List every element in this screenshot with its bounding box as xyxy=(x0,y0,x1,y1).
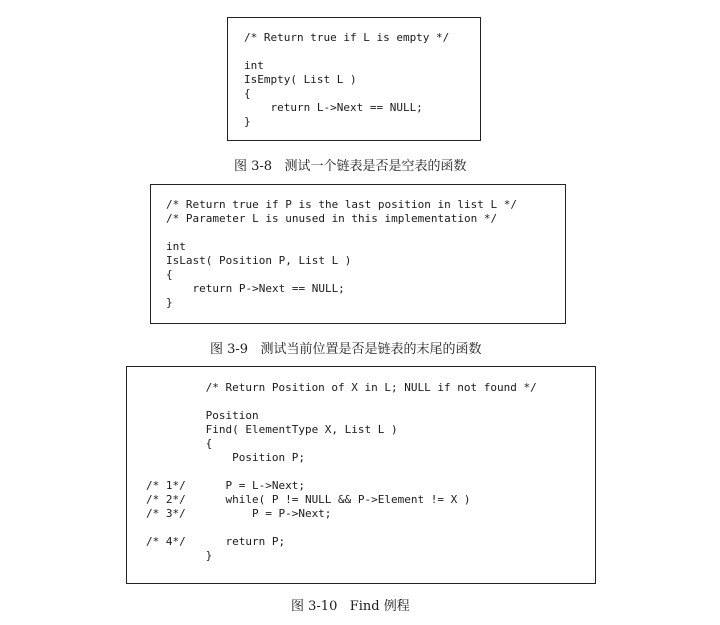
figure-3-9-caption: 图 3-9 测试当前位置是否是链表的末尾的函数 xyxy=(210,342,482,357)
figure-3-8-code: /* Return true if L is empty */ int IsEmpty( List L ) { return L->Next == NULL; } xyxy=(244,31,450,128)
figure-3-10-code: /* Return Position of X in L; NULL if not found */ Position Find( ElementType X, List L ) { Position P; /* 1*/ P = L->Next; /* 2*/ while( P != NULL && P->Element != X ) /* 3*/ P = P->Next; /* 4*/ return P; } xyxy=(146,381,537,562)
figure-3-9-code: /* Return true if P is the last position in list L */ /* Parameter L is unused in this implementation */ int IsLast( Position P, List L ) { return P->Next == NULL; } xyxy=(166,198,517,309)
figure-3-10-caption: 图 3-10 Find 例程 xyxy=(291,599,410,614)
figure-3-8-caption: 图 3-8 测试一个链表是否是空表的函数 xyxy=(234,159,467,174)
